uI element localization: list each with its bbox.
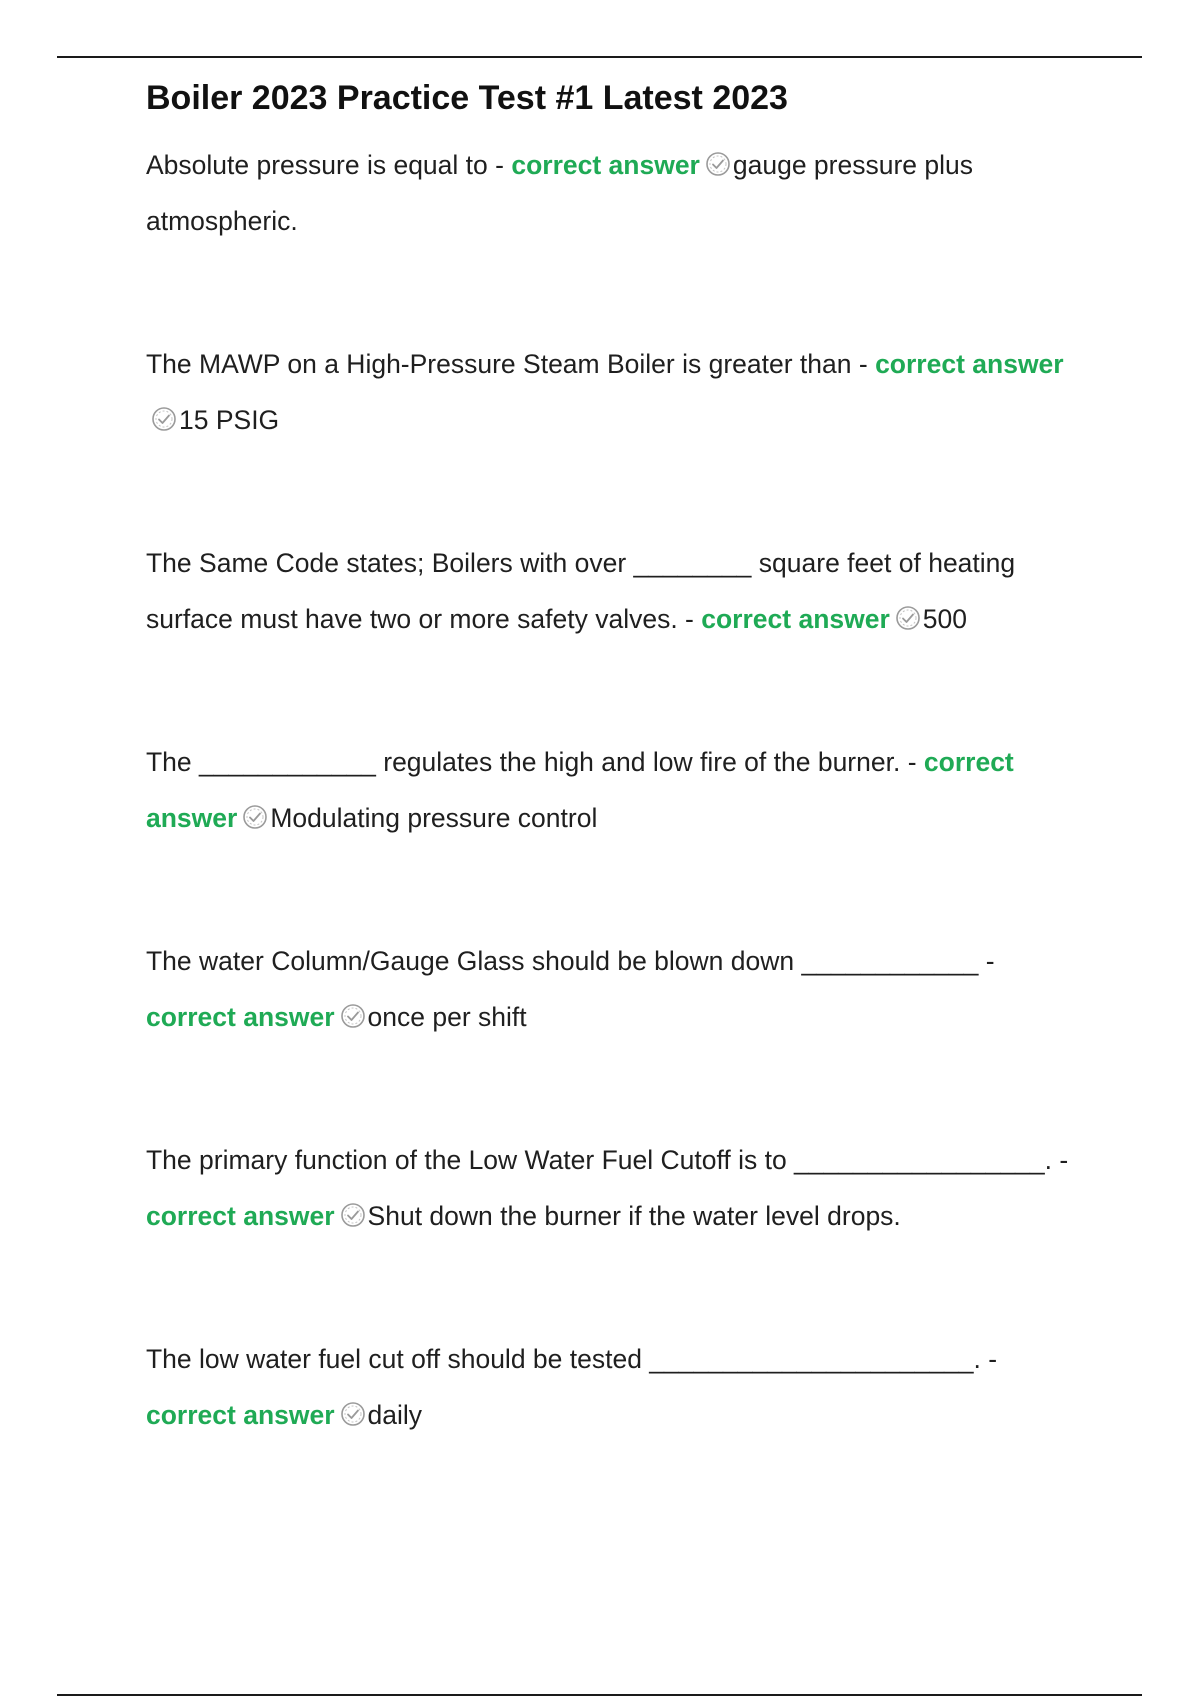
qa-item	[146, 138, 1086, 249]
question-text: The water Column/Gauge Glass should be blown down ____________ -	[146, 946, 995, 976]
correct-answer-label: correct answer	[146, 1001, 335, 1032]
question-text: The MAWP on a High-Pressure Steam Boiler is greater than -	[146, 349, 868, 379]
correct-answer-label: correct answer	[146, 747, 1014, 833]
check-circle-icon	[151, 406, 177, 432]
check-circle-icon	[895, 605, 921, 631]
answer-text: 500	[922, 603, 968, 634]
qa-item	[146, 536, 1086, 647]
answer-text: Shut down the burner if the water level drops.	[367, 1200, 901, 1231]
bottom-rule	[57, 1694, 1142, 1696]
check-circle-icon	[705, 151, 731, 177]
qa-item	[146, 934, 1086, 1045]
answer-text: once per shift	[367, 1001, 527, 1032]
correct-answer-label: correct answer	[511, 150, 700, 180]
qa-item	[146, 1133, 1086, 1244]
answer-text: gauge pressure plus atmospheric.	[146, 150, 974, 236]
correct-answer-label: correct answer	[146, 1200, 335, 1231]
question-text: The Same Code states; Boilers with over ________ square feet of heating surface must have two or more safety valves. -	[146, 548, 1016, 634]
answer-text: daily	[367, 1399, 423, 1430]
check-circle-icon	[242, 804, 268, 830]
check-circle-icon	[340, 1202, 366, 1228]
document-title: Boiler 2023 Practice Test #1 Latest 2023	[146, 79, 788, 117]
qa-item	[146, 1332, 1086, 1443]
answer-text: 15 PSIG	[179, 404, 280, 435]
question-text: The ____________ regulates the high and low fire of the burner. -	[146, 747, 917, 777]
check-circle-icon	[340, 1401, 366, 1427]
document-body	[146, 74, 1086, 1531]
correct-answer-label: correct answer	[701, 603, 890, 634]
qa-item	[146, 337, 1086, 448]
check-circle-icon	[340, 1003, 366, 1029]
top-rule	[57, 56, 1142, 58]
correct-answer-label: correct answer	[875, 349, 1064, 379]
answer-text: Modulating pressure control	[270, 802, 598, 833]
qa-item	[146, 735, 1086, 846]
question-text: The primary function of the Low Water Fuel Cutoff is to _________________. -	[146, 1145, 1069, 1175]
question-text: Absolute pressure is equal to -	[146, 150, 504, 180]
question-text: The low water fuel cut off should be tested ______________________. -	[146, 1344, 998, 1374]
correct-answer-label: correct answer	[146, 1399, 335, 1430]
